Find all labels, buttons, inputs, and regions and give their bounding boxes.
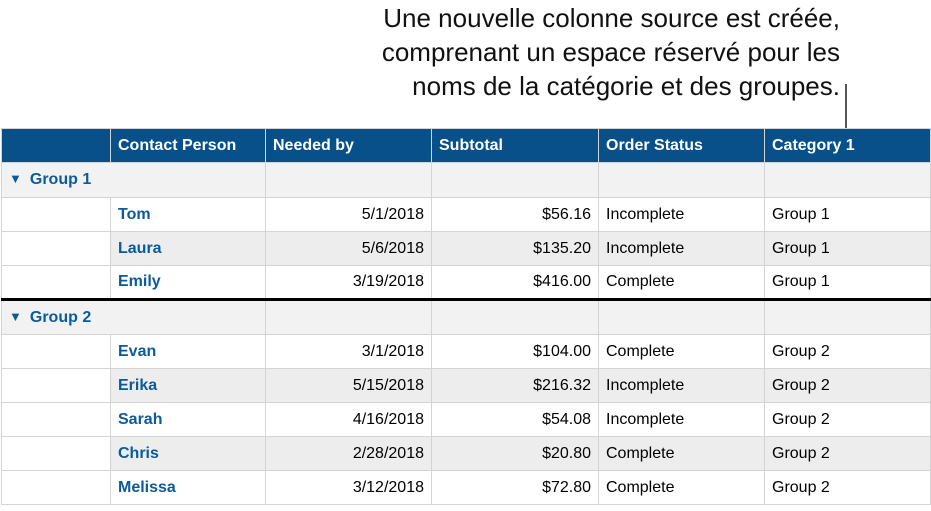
table-row[interactable] xyxy=(2,232,931,266)
group-empty-cell[interactable] xyxy=(432,163,599,198)
header-cell-blank[interactable] xyxy=(2,129,111,163)
contact-person-cell[interactable]: Sarah xyxy=(111,403,266,437)
category-cell[interactable]: Group 2 xyxy=(765,369,931,403)
group-empty-cell[interactable] xyxy=(765,163,931,198)
header-cell-contact-person[interactable]: Contact Person xyxy=(111,129,266,163)
category-cell[interactable]: Group 1 xyxy=(765,198,931,232)
category-cell[interactable]: Group 2 xyxy=(765,335,931,369)
callout-annotation xyxy=(382,1,840,103)
table-row[interactable] xyxy=(2,335,931,369)
order-status-cell[interactable]: Incomplete xyxy=(599,232,765,266)
order-status-cell[interactable]: Incomplete xyxy=(599,369,765,403)
contact-person-cell[interactable]: Chris xyxy=(111,437,266,471)
header-cell-order-status[interactable]: Order Status xyxy=(599,129,765,163)
header-cell-category-1[interactable]: Category 1 xyxy=(765,129,931,163)
group-label: Group 1 xyxy=(29,171,92,188)
contact-person-cell[interactable]: Emily xyxy=(111,266,266,300)
contact-person-cell[interactable]: Melissa xyxy=(111,471,266,505)
table-row[interactable] xyxy=(2,437,931,471)
group-row[interactable] xyxy=(2,163,931,198)
group-name-cell[interactable] xyxy=(2,300,266,335)
row-blank-cell[interactable] xyxy=(2,266,111,300)
contact-person-cell[interactable]: Tom xyxy=(111,198,266,232)
needed-by-cell[interactable]: 3/12/2018 xyxy=(266,471,432,505)
category-cell[interactable]: Group 2 xyxy=(765,471,931,505)
subtotal-cell[interactable]: $72.80 xyxy=(432,471,599,505)
order-status-cell[interactable]: Incomplete xyxy=(599,403,765,437)
category-cell[interactable]: Group 1 xyxy=(765,232,931,266)
subtotal-cell[interactable]: $416.00 xyxy=(432,266,599,300)
group-empty-cell[interactable] xyxy=(765,300,931,335)
group-label: Group 2 xyxy=(29,308,92,326)
category-cell[interactable]: Group 2 xyxy=(765,403,931,437)
row-blank-cell[interactable] xyxy=(2,437,111,471)
category-cell[interactable]: Group 2 xyxy=(765,437,931,471)
subtotal-cell[interactable]: $135.20 xyxy=(432,232,599,266)
needed-by-cell[interactable]: 2/28/2018 xyxy=(266,437,432,471)
needed-by-cell[interactable]: 3/19/2018 xyxy=(266,266,432,300)
subtotal-cell[interactable]: $104.00 xyxy=(432,335,599,369)
category-cell[interactable]: Group 1 xyxy=(765,266,931,300)
subtotal-cell[interactable]: $20.80 xyxy=(432,437,599,471)
table-row[interactable] xyxy=(2,198,931,232)
header-cell-needed-by[interactable]: Needed by xyxy=(266,129,432,163)
needed-by-cell[interactable]: 5/1/2018 xyxy=(266,198,432,232)
group-row[interactable] xyxy=(2,300,931,335)
callout-line-1: Une nouvelle colonne source est créée, xyxy=(383,3,840,33)
disclosure-triangle-down-icon[interactable]: ▼ xyxy=(9,171,22,186)
data-table xyxy=(1,128,931,505)
disclosure-triangle-down-icon[interactable]: ▼ xyxy=(9,308,22,324)
needed-by-cell[interactable]: 5/6/2018 xyxy=(266,232,432,266)
subtotal-cell[interactable]: $56.16 xyxy=(432,198,599,232)
group-empty-cell[interactable] xyxy=(266,300,432,335)
table-row[interactable] xyxy=(2,266,931,300)
group-empty-cell[interactable] xyxy=(599,163,765,198)
order-status-cell[interactable]: Complete xyxy=(599,266,765,300)
needed-by-cell[interactable]: 3/1/2018 xyxy=(266,335,432,369)
group-name-cell[interactable] xyxy=(2,163,266,198)
order-status-cell[interactable]: Complete xyxy=(599,471,765,505)
row-blank-cell[interactable] xyxy=(2,232,111,266)
contact-person-cell[interactable]: Erika xyxy=(111,369,266,403)
subtotal-cell[interactable]: $54.08 xyxy=(432,403,599,437)
table-row[interactable] xyxy=(2,471,931,505)
header-cell-subtotal[interactable]: Subtotal xyxy=(432,129,599,163)
group-empty-cell[interactable] xyxy=(266,163,432,198)
callout-line-3: noms de la catégorie et des groupes. xyxy=(412,71,840,101)
order-status-cell[interactable]: Incomplete xyxy=(599,198,765,232)
needed-by-cell[interactable]: 5/15/2018 xyxy=(266,369,432,403)
subtotal-cell[interactable]: $216.32 xyxy=(432,369,599,403)
row-blank-cell[interactable] xyxy=(2,403,111,437)
callout-pointer-line xyxy=(845,84,847,129)
table-row[interactable] xyxy=(2,403,931,437)
row-blank-cell[interactable] xyxy=(2,369,111,403)
row-blank-cell[interactable] xyxy=(2,471,111,505)
needed-by-cell[interactable]: 4/16/2018 xyxy=(266,403,432,437)
group-empty-cell[interactable] xyxy=(432,300,599,335)
order-status-cell[interactable]: Complete xyxy=(599,335,765,369)
contact-person-cell[interactable]: Laura xyxy=(111,232,266,266)
group-empty-cell[interactable] xyxy=(599,300,765,335)
row-blank-cell[interactable] xyxy=(2,198,111,232)
table-row[interactable] xyxy=(2,369,931,403)
callout-line-2: comprenant un espace réservé pour les xyxy=(381,37,840,67)
row-blank-cell[interactable] xyxy=(2,335,111,369)
header-row xyxy=(2,129,931,163)
contact-person-cell[interactable]: Evan xyxy=(111,335,266,369)
order-status-cell[interactable]: Complete xyxy=(599,437,765,471)
